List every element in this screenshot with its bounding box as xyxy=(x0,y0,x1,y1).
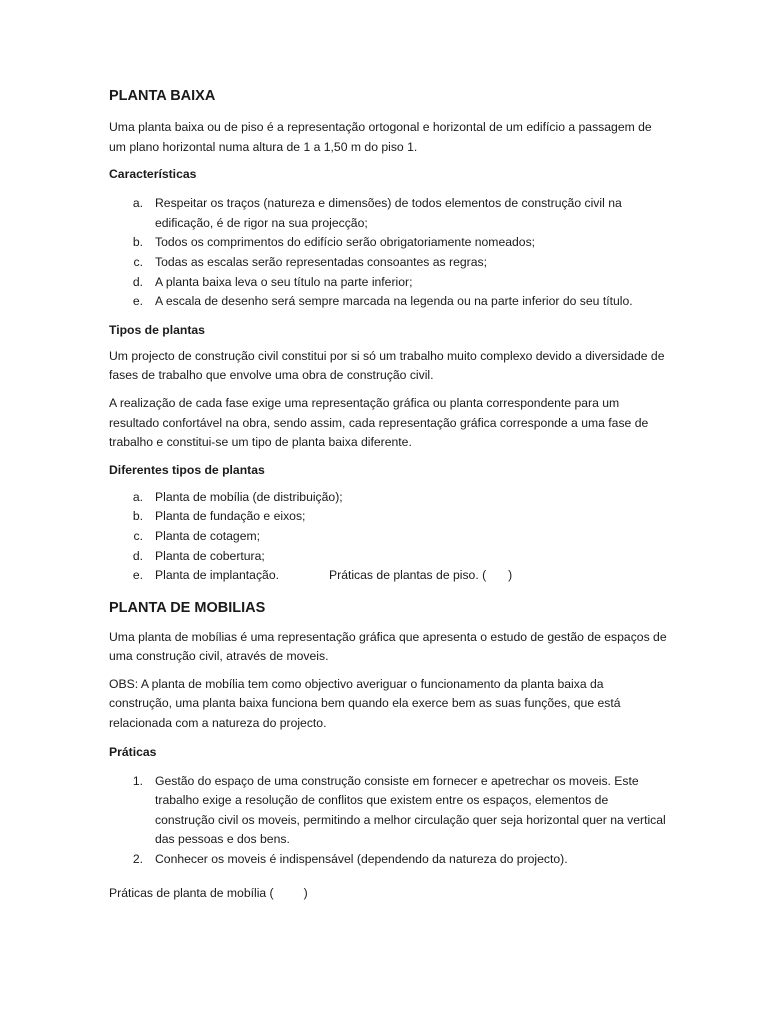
list-item: c. Planta de cotagem; xyxy=(133,528,261,543)
practices-list xyxy=(109,772,669,870)
planta-baixa-intro: Uma planta baixa ou de piso é a representação ortogonal e horizontal de um edifício a passagem de um plano horizontal numa altura de 1 a 1,50 m do piso 1. xyxy=(109,120,652,154)
list-item: a. Planta de mobília (de distribuição); xyxy=(132,489,343,504)
list-item: e. A escala de desenho será sempre marcada na legenda ou na parte inferior do seu título. xyxy=(132,294,633,309)
list-item: a. Respeitar os traços (natureza e dimensões) de todos elementos de construção civil na edificação, é de rigor na sua projecção; xyxy=(132,196,622,230)
list-item: d. Planta de cobertura; xyxy=(132,548,265,563)
characteristics-heading: Características xyxy=(109,167,197,182)
section-title-planta-baixa: PLANTA BAIXA xyxy=(109,88,216,104)
list-item: b. Planta de fundação e eixos; xyxy=(132,509,306,524)
different-types-heading: Diferentes tipos de plantas xyxy=(109,462,265,477)
list-item: d. A planta baixa leva o seu título na parte inferior; xyxy=(132,274,413,289)
practices-heading: Práticas xyxy=(109,744,157,759)
list-item: c. Todas as escalas serão representadas consoantes as regras; xyxy=(133,254,487,269)
different-types-list xyxy=(109,488,669,586)
section-title-planta-de-mobilias: PLANTA DE MOBILIAS xyxy=(109,599,266,616)
list-item: e. Planta de implantação. Práticas de plantas de piso. ( ) xyxy=(132,568,513,583)
document-content xyxy=(109,88,669,903)
types-paragraph-1: Um projecto de construção civil constitui por si só um trabalho muito complexo devido a diversidade de fases de trabalho que envolve uma obra de construção civil. xyxy=(109,348,665,383)
types-paragraph-2: A realização de cada fase exige uma representação gráfica ou planta correspondente para um resultado confortável na obra, sendo assim, cada representação gráfica corresponde a uma fase de trabalho e constitui-se um tipo de planta baixa diferente. xyxy=(109,395,649,450)
list-item: b. Todos os comprimentos do edifício serão obrigatoriamente nomeados; xyxy=(132,235,536,250)
mobilias-intro: Uma planta de mobílias é uma representação gráfica que apresenta o estudo de gestão de espaços de uma construção civil, através de moveis. xyxy=(109,629,667,664)
characteristics-list xyxy=(109,194,669,312)
obs-paragraph: OBS: A planta de mobília tem como objectivo averiguar o funcionamento da planta baixa da construção, uma planta baixa funciona bem quando ela exerce bem as suas funções, que está relacionada com a natureza do projecto. xyxy=(109,676,621,731)
types-heading: Tipos de plantas xyxy=(109,322,205,337)
practice-note: Práticas de plantas de piso. ( ) xyxy=(329,568,513,583)
final-practice-note: Práticas de planta de mobília ( ) xyxy=(109,885,308,900)
list-item: 1. Gestão do espaço de uma construção consiste em fornecer e apetrechar os moveis. Este trabalho exige a resolução de conflitos que existem entre os espaços, elementos de construção civil os moveis, permitindo a melhor circulação quer seja horizontal quer na vertical das pessoas e dos bens. xyxy=(132,773,666,847)
list-item: 2. Conhecer os moveis é indispensável (dependendo da natureza do projecto). xyxy=(132,852,568,867)
